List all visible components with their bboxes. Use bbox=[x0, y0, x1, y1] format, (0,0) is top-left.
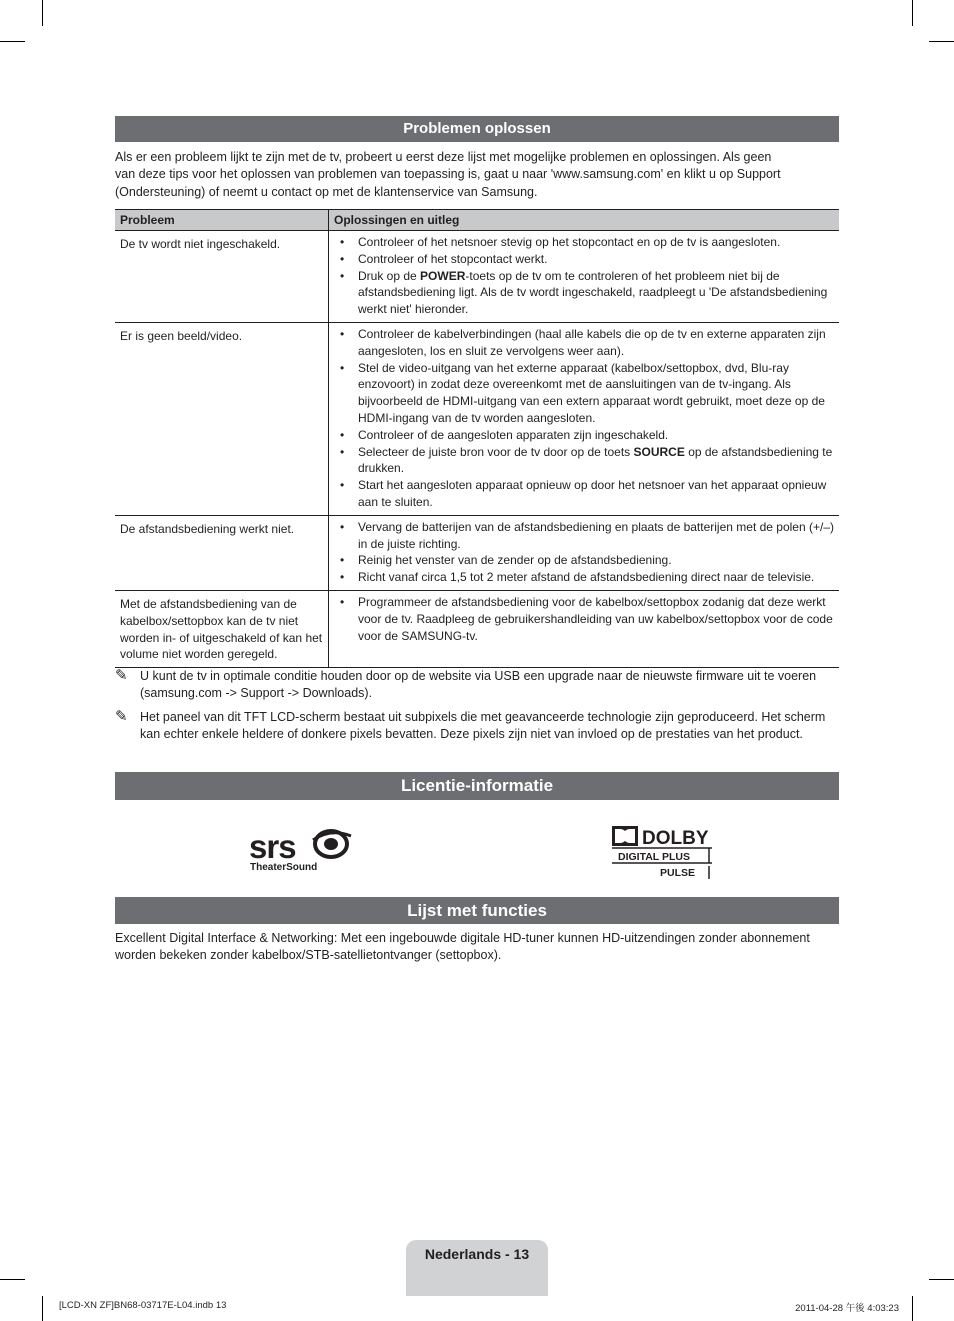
solution-item: • Controleer of het netsnoer stevig op het stopcontact en op de tv is aangesloten. bbox=[334, 234, 835, 251]
crop-mark bbox=[42, 1296, 43, 1321]
dolby-digital-plus-pulse-logo bbox=[612, 826, 716, 880]
solution-item: • Selecteer de juiste bron voor de tv door op de toets SOURCE op de afstandsbediening te drukken. bbox=[334, 444, 835, 478]
solution-item: • Stel de video-uitgang van het externe apparaat (kabelbox/settopbox, dvd, Blu-ray enzovoort) in zodat deze overeenkomt met de aansluitingen van de tv-ingang. Als bijvoorbeeld de HDMI-uitgang van een extern apparaat wordt gebruikt, moet deze op de HDMI-ingang van de tv worden aangesloten. bbox=[334, 360, 835, 427]
note bbox=[115, 668, 839, 702]
crop-mark bbox=[912, 1296, 913, 1321]
note bbox=[115, 709, 839, 743]
solution-item: • Richt vanaf circa 1,5 tot 2 meter afstand de afstandsbediening direct naar de televisie. bbox=[334, 569, 835, 586]
problem-cell: De afstandsbediening werkt niet. bbox=[115, 515, 329, 590]
solution-cell bbox=[329, 322, 840, 515]
intro-paragraph bbox=[115, 149, 839, 201]
solution-cell bbox=[329, 231, 840, 323]
solution-list bbox=[334, 326, 835, 511]
section-heading-license: Licentie-informatie bbox=[115, 772, 839, 800]
solution-list bbox=[334, 594, 835, 644]
solution-item: • Controleer of het stopcontact werkt. bbox=[334, 251, 835, 268]
solution-item: • Start het aangesloten apparaat opnieuw op door het netsnoer van het apparaat opnieuw aan te sluiten. bbox=[334, 477, 835, 511]
solution-cell bbox=[329, 515, 840, 590]
solution-item: • Controleer de kabelverbindingen (haal alle kabels die op de tv en externe apparaten zijn aangesloten, los en sluit ze vervolgens weer aan). bbox=[334, 326, 835, 360]
table-row bbox=[115, 231, 839, 323]
problem-cell: De tv wordt niet ingeschakeld. bbox=[115, 231, 329, 323]
date-slug: 2011-04-28 午後 4:03:23 bbox=[795, 1303, 899, 1314]
table-header-row bbox=[115, 210, 839, 231]
intro-line: (Ondersteuning) of neemt u contact op met de klantenservice van Samsung. bbox=[115, 185, 538, 199]
note-text: U kunt de tv in optimale conditie houden door op de website via USB een upgrade naar de nieuwste firmware uit te voeren (samsung.com -> Support -> Downloads). bbox=[140, 669, 817, 700]
pencil-note-icon: ✎ bbox=[115, 708, 128, 725]
solution-item: • Druk op de POWER-toets op de tv om te controleren of het probleem niet bij de afstandsbediening ligt. Als de tv wordt ingeschakeld, raadpleegt u 'De afstandsbediening werkt niet' hieronder. bbox=[334, 268, 835, 318]
srs-theatersound-logo bbox=[249, 826, 353, 872]
solution-list bbox=[334, 234, 835, 318]
srs-logo-subtext: TheaterSound bbox=[250, 862, 318, 872]
crop-mark bbox=[929, 1279, 954, 1280]
pencil-note-icon: ✎ bbox=[115, 667, 128, 684]
crop-mark bbox=[929, 41, 954, 42]
dolby-line2-text: PULSE bbox=[660, 867, 696, 879]
crop-mark bbox=[912, 0, 913, 26]
column-header-problem: Probleem bbox=[115, 210, 329, 231]
problem-cell: Met de afstandsbediening van de kabelbox/settopbox kan de tv niet worden in- of uitgeschakeld of kan het volume niet worden geregeld. bbox=[115, 590, 329, 667]
section-heading-features: Lijst met functies bbox=[115, 897, 839, 924]
file-slug: [LCD-XN ZF]BN68-03717E-L04.indb 13 bbox=[59, 1300, 227, 1311]
solution-cell bbox=[329, 590, 840, 667]
page-number-tab: Nederlands - 13 bbox=[406, 1240, 548, 1296]
solution-list bbox=[334, 519, 835, 586]
srs-logo-text: srs bbox=[249, 828, 296, 865]
dolby-logo-text: DOLBY bbox=[642, 828, 709, 849]
crop-mark bbox=[42, 0, 43, 26]
table-row bbox=[115, 515, 839, 590]
note-text: Het paneel van dit TFT LCD-scherm bestaat uit subpixels die met geavanceerde technologie zijn geproduceerd. Het scherm kan echter enkele heldere of donkere pixels bevatten. Deze pixels zijn niet van invloed op de prestaties van het product. bbox=[140, 710, 826, 741]
crop-mark bbox=[0, 41, 25, 42]
dolby-line1-text: DIGITAL PLUS bbox=[618, 851, 690, 863]
solution-item: • Vervang de batterijen van de afstandsbediening en plaats de batterijen met de polen (+/–) in de juiste richting. bbox=[334, 519, 835, 553]
intro-line: Als er een probleem lijkt te zijn met de tv, probeert u eerst deze lijst met mogelijke problemen en oplossingen. Als geen bbox=[115, 150, 772, 164]
srs-circle-core bbox=[324, 838, 338, 850]
table-row bbox=[115, 590, 839, 667]
solution-item: • Programmeer de afstandsbediening voor de kabelbox/settopbox zodanig dat deze werkt voor de tv. Raadpleeg de gebruikershandleiding van uw kabelbox/settopbox voor de code voor de SAMSUNG-tv. bbox=[334, 594, 835, 644]
table-row bbox=[115, 322, 839, 515]
section-heading-troubleshooting: Problemen oplossen bbox=[115, 116, 839, 142]
solution-item: • Reinig het venster van de zender op de afstandsbediening. bbox=[334, 552, 835, 569]
features-paragraph: Excellent Digital Interface & Networking: Met een ingebouwde digitale HD-tuner kunnen HD-uitzendingen zonder abonnement worden bekeken zonder kabelbox/STB-satellietontvanger (settopbox). bbox=[115, 931, 810, 962]
crop-mark bbox=[0, 1279, 25, 1280]
intro-line: van deze tips voor het oplossen van problemen van toepassing is, gaat u naar 'www.samsung.com' en klikt u op Support bbox=[115, 167, 781, 181]
column-header-solution: Oplossingen en uitleg bbox=[329, 210, 840, 231]
solution-item: • Controleer of de aangesloten apparaten zijn ingeschakeld. bbox=[334, 427, 835, 444]
problem-cell: Er is geen beeld/video. bbox=[115, 322, 329, 515]
troubleshooting-table bbox=[115, 209, 839, 668]
